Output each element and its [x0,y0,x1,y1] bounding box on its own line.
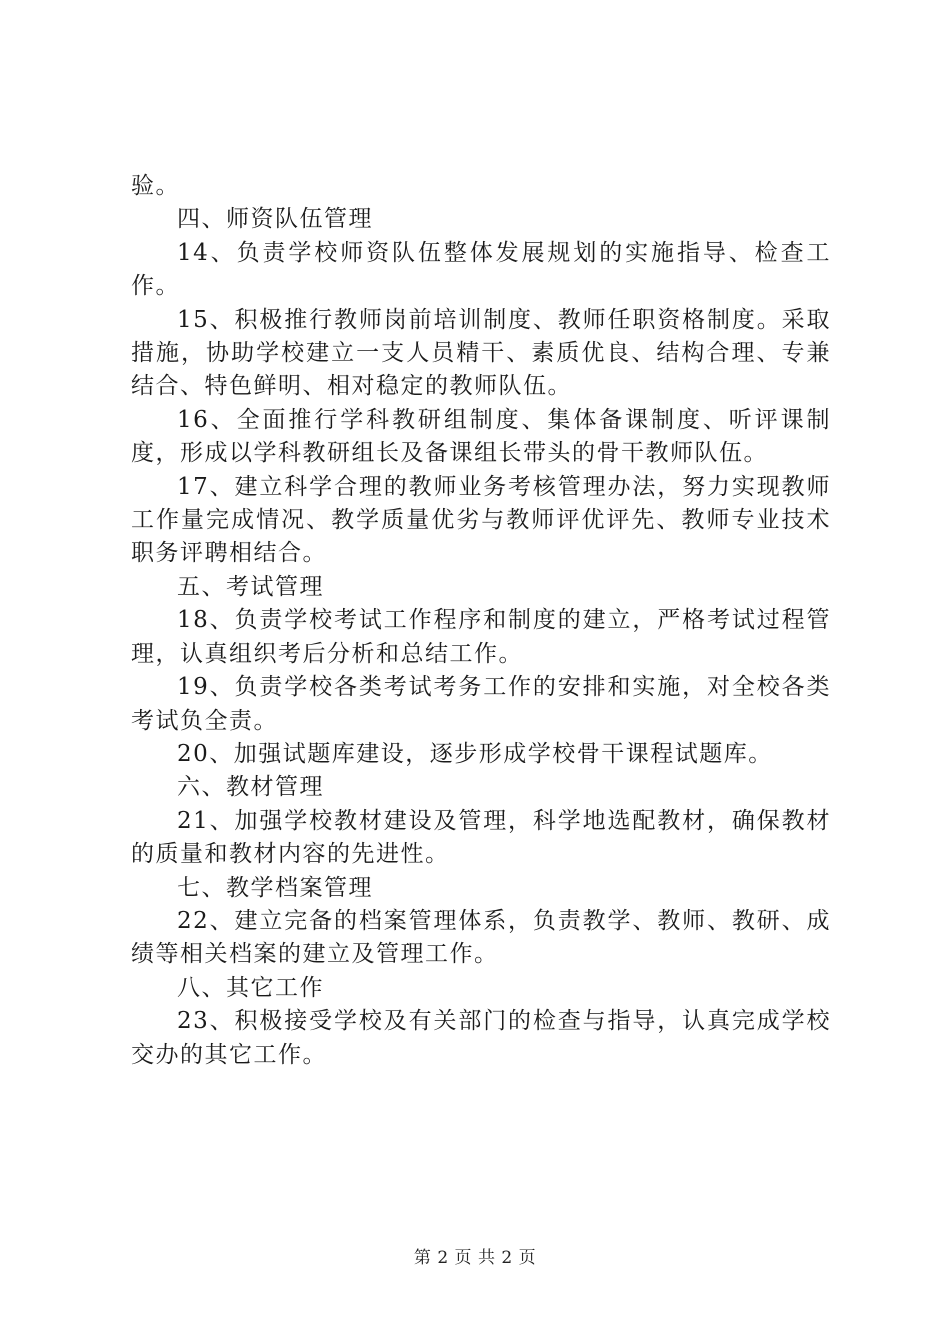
paragraph: 15、积极推行教师岗前培训制度、教师任职资格制度。采取措施，协助学校建立一支人员精干、素质优良、结构合理、专兼结合、特色鲜明、相对稳定的教师队伍。 [131,306,831,400]
paragraph: 四、师资队伍管理 [177,206,373,233]
paragraph: 六、教材管理 [177,774,324,801]
paragraph: 21、加强学校教材建设及管理，科学地选配教材，确保教材的质量和教材内容的先进性。 [131,807,831,868]
paragraph: 19、负责学校各类考试考务工作的安排和实施，对全校各类考试负全责。 [131,674,831,734]
paragraph: 23、积极接受学校及有关部门的检查与指导，认真完成学校交办的其它工作。 [131,1008,831,1068]
paragraph: 22、建立完备的档案管理体系，负责教学、教师、教研、成绩等相关档案的建立及管理工作。 [131,907,831,968]
paragraph: 20、加强试题库建设，逐步形成学校骨干课程试题库。 [177,740,773,767]
paragraph: 18、负责学校考试工作程序和制度的建立，严格考试过程管理，认真组织考后分析和总结工作。 [131,607,831,667]
document-body [131,170,831,1072]
paragraph: 五、考试管理 [177,573,324,600]
paragraph: 八、其它工作 [177,974,324,1001]
paragraph: 17、建立科学合理的教师业务考核管理办法，努力实现教师工作量完成情况、教学质量优劣与教师评优评先、教师专业技术职务评聘相结合。 [131,473,831,567]
paragraph: 14、负责学校师资队伍整体发展规划的实施指导、检查工作。 [131,239,831,300]
paragraph: 七、教学档案管理 [177,874,373,901]
paragraph: 验。 [131,173,180,199]
paragraph: 16、全面推行学科教研组制度、集体备课制度、听评课制度，形成以学科教研组长及备课组长带头的骨干教师队伍。 [131,406,831,467]
page-footer: 第 2 页 共 2 页 [413,1248,537,1268]
